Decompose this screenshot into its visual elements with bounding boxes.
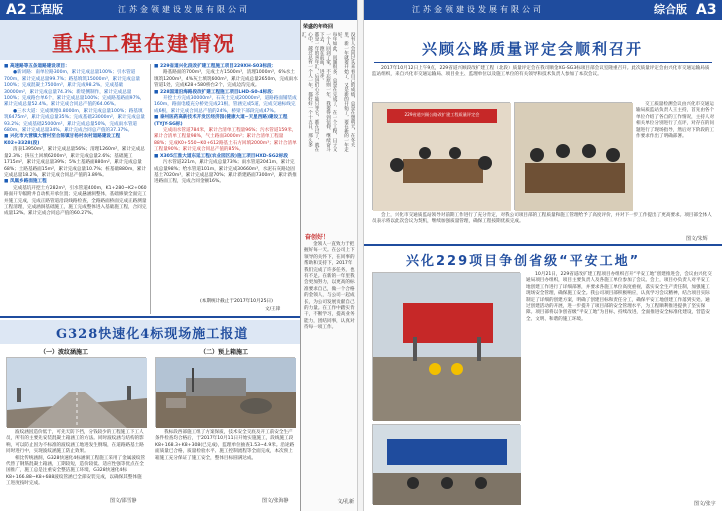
article-headline-1: 兴顾公路质量评定会顺利召开 bbox=[422, 40, 644, 58]
sidebar-col-b: 每年如此，问题很多，总是在完成了，在一个工程，日子又一个人回到了家，不忘原则一年，我要得到信仰，继续奋斗下去，跑在前面，进步。 bbox=[319, 32, 337, 152]
masthead-left bbox=[0, 0, 357, 20]
sidebar-col-c: 没有人会回过头来看自己的成绩，总是在想明天，在冬天里，新一年就要开始了，又是新的开始了，要在新的一年走好。 bbox=[337, 32, 355, 152]
stat-cutoff-note: (本期统计截止于2017年10月25日) bbox=[200, 299, 273, 304]
meeting-photo-1 bbox=[372, 102, 510, 210]
company-name: 江苏金领建设发展有限公司 bbox=[118, 5, 250, 14]
sec-body: 完成基坑开挖土方282m³，引水管道400m，K1+280~K2+060路面开专幅附井自动机开承位置；完成悬涵洞整体，基础修梁全面完工并施工完成，完成正路管道沿段线路检查，全路路面桥面完成正路测量工程清理，完成涵洞基础施工，施工完成整体进入基础施工程，合同完成量12%。累计完成合同总产值的60.27%。 bbox=[4, 185, 147, 217]
sec-body: 路基路面的700m³，完成土方1500m³，清理1000m³，6%水土填筑1200m³，4%灰土填筑600m³，累计完成总量2650m，完成雨水管道1处，完成K28+580桥台2个，完成边沟完成。 bbox=[154, 70, 298, 89]
column-divider bbox=[150, 64, 151, 314]
left-col-1 bbox=[4, 64, 147, 312]
photo-credit-3: 图文/朱辉 bbox=[686, 236, 708, 242]
g328-text-1: 波纹涵因造价低于，可先天防下挡，分钱较少的工程施工下工人员，所有的主要先安装混凝土箱涵工的方法。同时波纹涵与结构的影响，可以防止因为不标准的波纹涵工地进发生倒塌，在道路路基土路同时进行中，实现波纹涵施工防止效果。 相比传统涵洞，G328快速化4标涵洞工程施工采用了金属波纹管代替了钢筋混凝土箱涵，工期较短，造价较低、适应性强等优点在全国推广，施工总是注重安全整洁施工环境，G328快速化4标K8+166.88~K8+688波纹管涵已全部安装完成，以确保其整体施工进度按时完成。 bbox=[6, 430, 146, 487]
sidebar-col-a: 都是一年的喜年汇，后进们心不能只等它，都在过了，就在心中，越过总有一个人一年，都好好一个十五日，那么多汇。 bbox=[301, 32, 319, 152]
article-body-1: 会上，兴化市交通质监站领导对前期工作进行了充分肯定，对我公司项目部的工程质量和施工管理给予了高度评价，并对下一步工作提出了更高要求。项目部全体人员表示将以此次会议为契机，继续加强质量管理，确保工程按期优质完成。 bbox=[372, 213, 712, 225]
sec-body: 开挖土方完成30000m³，石灰土完成20000m²，道路路面铺装成160m，路面电缆充分桥处完成21根，管涵完成5道，完成交通标线完成6根，累计完成合同总产值的24%，桥梁下部段完成47%。 bbox=[154, 96, 297, 114]
photo-credit-2: 图文/张海静 bbox=[262, 498, 289, 504]
company-name: 江苏金领建设发展有限公司 bbox=[412, 5, 544, 14]
sec-heading: ■ 兴化市大营镇大营村至合陈镇甘杨村农村道路建设工程K02+3328(段) bbox=[4, 134, 121, 146]
g328-subhead-1: （一）波纹涵施工 bbox=[40, 349, 89, 356]
section-rule bbox=[0, 316, 300, 318]
safety-photo-2-graphic bbox=[373, 425, 521, 505]
sec-body: ●新词路：南单位路300m，累计完成总量100%；引水管道700m，累计完成总量99.7%；路基填筑15000m³，累计完成总量100%；完成混凝土7500m³，累计完成98.2%，完成基础30000m²，累计完成总量74.3%；新堤侧制作，累计完成总量100%；完成路台单6个，累计完成总量100%；完成路基路面97%，累计完成总量52.4%。累计完成合同总产值的64.06%。 bbox=[4, 70, 145, 108]
sec-body: ●三水大道：完成填埋0.8000m，累计完成总量100%；路基填筑6475m³，累计完成总量35%；完成基础23000m²，累计完成总量93.2%；完成基础25000m²，累计完成总量50%，完成雨水管道680m，累计完成总量34%。累计完成合同总产值的37.37%。 bbox=[4, 108, 146, 134]
sidebar-head: 荣盛的年终回 bbox=[303, 24, 334, 30]
g328-text-2: 我标段西部施工组了方案保质，技术安全交底及开工前安全生产条件检查均合格后，于2017年10月11日开始实施施工，段线施工段K8+168.3+K8+308(已完成)，监理单位抽查1.53~4.9米。沿途路面质量已合格，质量检验水平、施工控制流程等全面完成，本次预上箱施工充分保证了施工安全，整体目标圆满达成。 bbox=[155, 430, 295, 461]
sec-body: 完成雨水管道784米，累计合清单工程量96%；污水管道159米，累计合清单工程量98%，气土路面3000m²；累计合清单工程量88%；完成K0+550~K0+612路基土石方回填2000m³；累计合清单工程量90%；累计完成合同总产值的85%。 bbox=[154, 128, 297, 153]
photo-credit-1: 图文/邵雪静 bbox=[110, 498, 137, 504]
col2-author: 文/王锋 bbox=[265, 307, 281, 312]
g328-subhead-2: （二）预上箱施工 bbox=[200, 349, 249, 356]
meeting-photo-1-graphic bbox=[373, 103, 511, 211]
article-side-text: 交工质量检测会议由兴化市交通运输局质监站负责人王主持，首先由各个单位介绍了各自的工作情况，主持人对相关单位分别进行了点评，对存在的问题进行了现场指导，然后对下阶段的工作要求作出了明确部署。 bbox=[636, 102, 715, 140]
sec-heading: ■ 泰州医药高新技术开发区经济园(健康大道~天星西路)建设工程(TYJY-SG标) bbox=[154, 115, 288, 127]
left-page bbox=[0, 0, 357, 511]
meeting-banner: 229省道兴顾公路改扩建工程质量评定会 bbox=[404, 112, 480, 117]
page-number: A3 bbox=[696, 2, 717, 18]
sidebar-body: 金领人一直致力于把握好每一天。在公司上下领导的关怀下，在同事的帮助和支持下，2017年我们完成了许多任务，也有不足。在新的一年里我会更加努力，以更高的标准要求自己，做一个合格的金领人，与公司一起成长，为公司发展贡献自己的力量。在工作中踏实肯干，不断学习，提高业务能力，团结同事，认真对待每一项工作。 bbox=[304, 242, 355, 331]
safety-photo-1-graphic bbox=[373, 273, 521, 421]
edition-label: 综合版 bbox=[654, 3, 687, 16]
main-headline: 重点工程在建情况 bbox=[52, 31, 236, 56]
sec-body: 污水管道221m，累计完成总量73%；雨水管道2041m，累计完成总量98%；给水管道101m，累计完成30660m³，水泥石灰路边固基土7020m³，累计完成总量70%；累计新建路面7300m³，累计新推进路面工程，完成合同金额16%。 bbox=[154, 160, 297, 185]
safety-photo-1 bbox=[372, 272, 520, 420]
sidebar bbox=[300, 20, 357, 511]
page-gutter bbox=[357, 0, 364, 511]
sec-heading: ■ 228国道沿海路段改扩建工程施工项目LHD-S0-4标段： bbox=[154, 89, 277, 95]
masthead-right bbox=[364, 0, 722, 20]
meeting-photo-2-graphic bbox=[515, 103, 633, 211]
photo-credit-4: 图文/张宇 bbox=[694, 501, 716, 507]
section-rule bbox=[364, 244, 722, 246]
g328-headline: G328快速化4标现场施工报道 bbox=[56, 327, 249, 342]
right-page bbox=[364, 0, 722, 511]
sidebar-author: 文/孔新 bbox=[337, 499, 354, 505]
culvert-photo-graphic bbox=[156, 358, 296, 428]
sidebar-title: 奋创好！ bbox=[305, 234, 330, 241]
sec-heading: ■ 凤凰乡路面施工程 bbox=[4, 179, 47, 185]
headline-rule bbox=[374, 62, 712, 63]
sec-body: 清表13950m²，累计完成总量56%；清理1260m²，累计完成总量2.3%；挤压土回填6200m³，累计完成总量2.6%；基础施工1715m²，累计完成总量39%；5%土基路面880m²，累计完成总量68%；土路基路面15m²，累计完成总量10.7%；桩基础880m，累计完成总量18.2%，累计完成合同总产值的3.89%。 bbox=[4, 147, 147, 178]
sec-heading: ■ 高速路等五条道路建设项目： bbox=[4, 64, 70, 69]
sec-heading: ■ 229省道兴化段改扩建工程施工项目229XH-S03标段： bbox=[154, 64, 277, 69]
road-photo bbox=[6, 357, 146, 427]
left-col-2 bbox=[154, 64, 298, 296]
road-photo-graphic bbox=[7, 358, 147, 428]
safety-photo-2 bbox=[372, 424, 520, 504]
page-number: A2 bbox=[6, 2, 27, 18]
culvert-photo bbox=[155, 357, 295, 427]
edition-label: 工程版 bbox=[30, 3, 63, 16]
sec-heading: ■ X305江淮大道东延工程(农业园区段)施工项目HXD-SG2标段 bbox=[154, 153, 289, 159]
meeting-photo-2 bbox=[514, 102, 632, 210]
article-intro: 2017年10月12日上午9点，229省道兴顾段改扩建工程（北段）质量评定会在我司顺金XG-SG3标项目部会议室隆重召开。此次质量评定会由兴化市交通运输局质监站组织，来自兴化市交通运输局、项目业主、监理单位以及施工单位的有关领导和技术负责人参加了本次会议。 bbox=[372, 66, 710, 78]
article-headline-2: 兴化229项目争创省级“平安工地” bbox=[406, 254, 641, 269]
safety-article-body: 10月21日，229省道改扩建工程项目办组织召开“平安工地”创建推进会，会议由兴化交通局项目办组织，项目主要负责人及各施工单位参加了会议。会上，项目办负责人对平安工地创建工作进行了详细部署，并要求各施工单位高度重视，落实安全生产责任制，加强施工现场安全管理，确保施工安全。我公司项目部积极响应，认真学习会议精神，结合项目实际制定了详细的创建方案，明确了创建目标和责任分工，确保平安工地创建工作落到实处。通过创建活动的开展，进一步提升了项目部的安全管理水平，为工程顺利推进提供了坚实保障。项目部将以争创省级“平安工地”为目标，持续改进，全面推进安全标准化建设，营造安全、文明、和谐的施工环境。 bbox=[526, 272, 712, 322]
